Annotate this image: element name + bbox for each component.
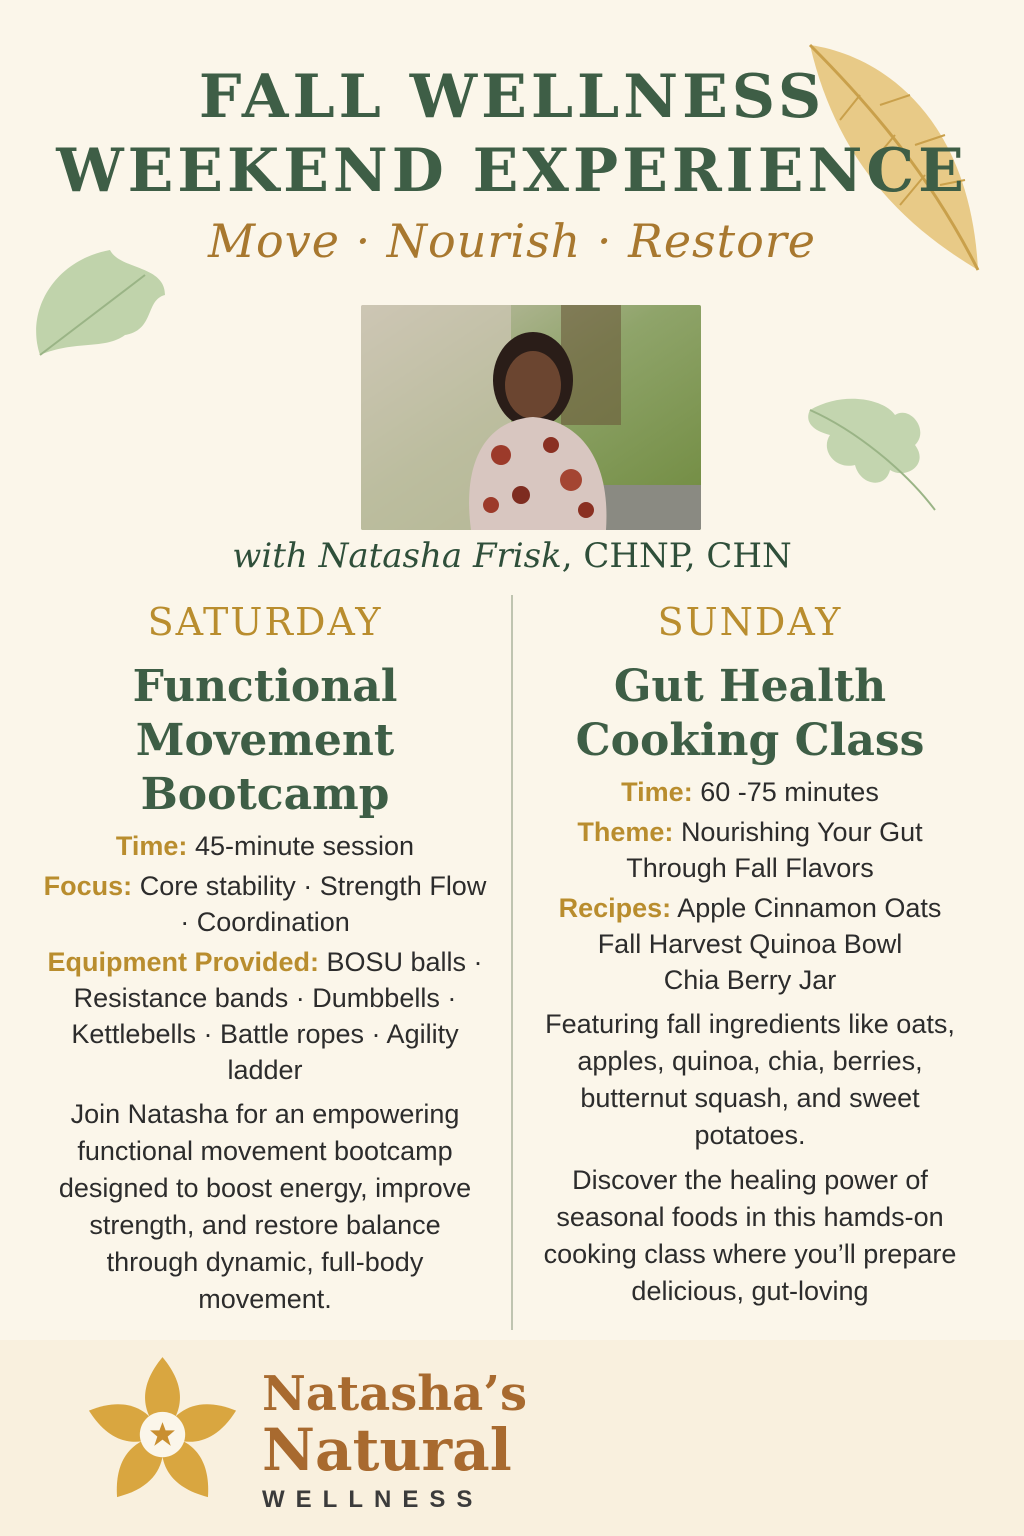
sunday-theme [530,814,970,886]
saturday-heading: SATURDAY [147,600,383,644]
sunday-event-line-1: Gut Health [613,661,887,712]
saturday-event-line-2: Movement [135,715,395,766]
presenter-photo [361,305,701,530]
presenter-line [0,536,1024,576]
sunday-theme-value: Nourishing Your Gut Through Fall Flavors [626,817,923,883]
title-line-1: FALL WELLNESS [198,62,826,132]
sunday-recipes [530,890,970,998]
sunday-column [530,600,970,1310]
presenter-name: with Natasha Frisk [232,536,562,576]
sunday-event-line-2: Cooking Class [575,715,925,766]
brand-line-1: Natasha’s [262,1366,528,1422]
sunday-recipe-3: Chia Berry Jar [663,965,837,995]
sunday-ingredients: Featuring fall ingredients like oats, apples, quinoa, chia, berries, butternut squash, and sweet potatoes. [545,1009,955,1150]
saturday-equipment [40,944,490,1088]
sunday-time-label: Time: [621,777,693,807]
sunday-recipe-1: Apple Cinnamon Oats [677,893,942,923]
saturday-column [40,600,490,1318]
saturday-focus-label: Focus: [43,871,133,901]
saturday-time-label: Time: [115,831,188,861]
sunday-event-title [530,660,970,768]
title-line-2: WEEKEND EXPERIENCE [56,136,968,206]
brand-wordmark [262,1368,527,1514]
saturday-time [40,828,490,864]
tagline: Move · Nourish · Restore [207,214,817,268]
saturday-description: Join Natasha for an empowering functional movement bootcamp designed to boost energy, improve strength, and restore balance through dynamic, full-body movement. [58,1099,472,1314]
sunday-time-value: 60 -75 minutes [700,777,879,807]
sunday-heading: SUNDAY [657,600,843,644]
sunday-description: Discover the healing power of seasonal foods in this hamds-on cooking class where you’ll prepare delicious, gut-loving [543,1165,957,1306]
saturday-equipment-label: Equipment Provided: [47,947,319,977]
saturday-event-line-1: Functional [132,661,398,712]
saturday-focus [40,868,490,940]
column-divider [511,595,513,1330]
saturday-time-value: 45-minute session [194,831,415,861]
sunday-time [530,774,970,810]
saturday-focus-value: Core stability · Strength Flow · Coordination [139,871,487,937]
sunday-theme-label: Theme: [577,817,674,847]
brand-line-2: Natural [262,1416,512,1484]
presenter-credentials: , CHNP, CHN [561,536,792,576]
saturday-equipment-value: BOSU balls · Resistance bands · Dumbbells · Kettlebells · Battle ropes · Agility ladder [71,947,483,1085]
sunday-recipe-2: Fall Harvest Quinoa Bowl [597,929,903,959]
sunday-recipes-label: Recipes: [558,893,672,923]
saturday-event-line-3: Bootcamp [140,769,390,820]
brand-line-3: WELLNESS [262,1486,484,1513]
flower-logo-icon [80,1352,245,1517]
header [0,60,1024,268]
green-leaf-right-icon [805,390,940,515]
saturday-event-title [40,660,490,822]
